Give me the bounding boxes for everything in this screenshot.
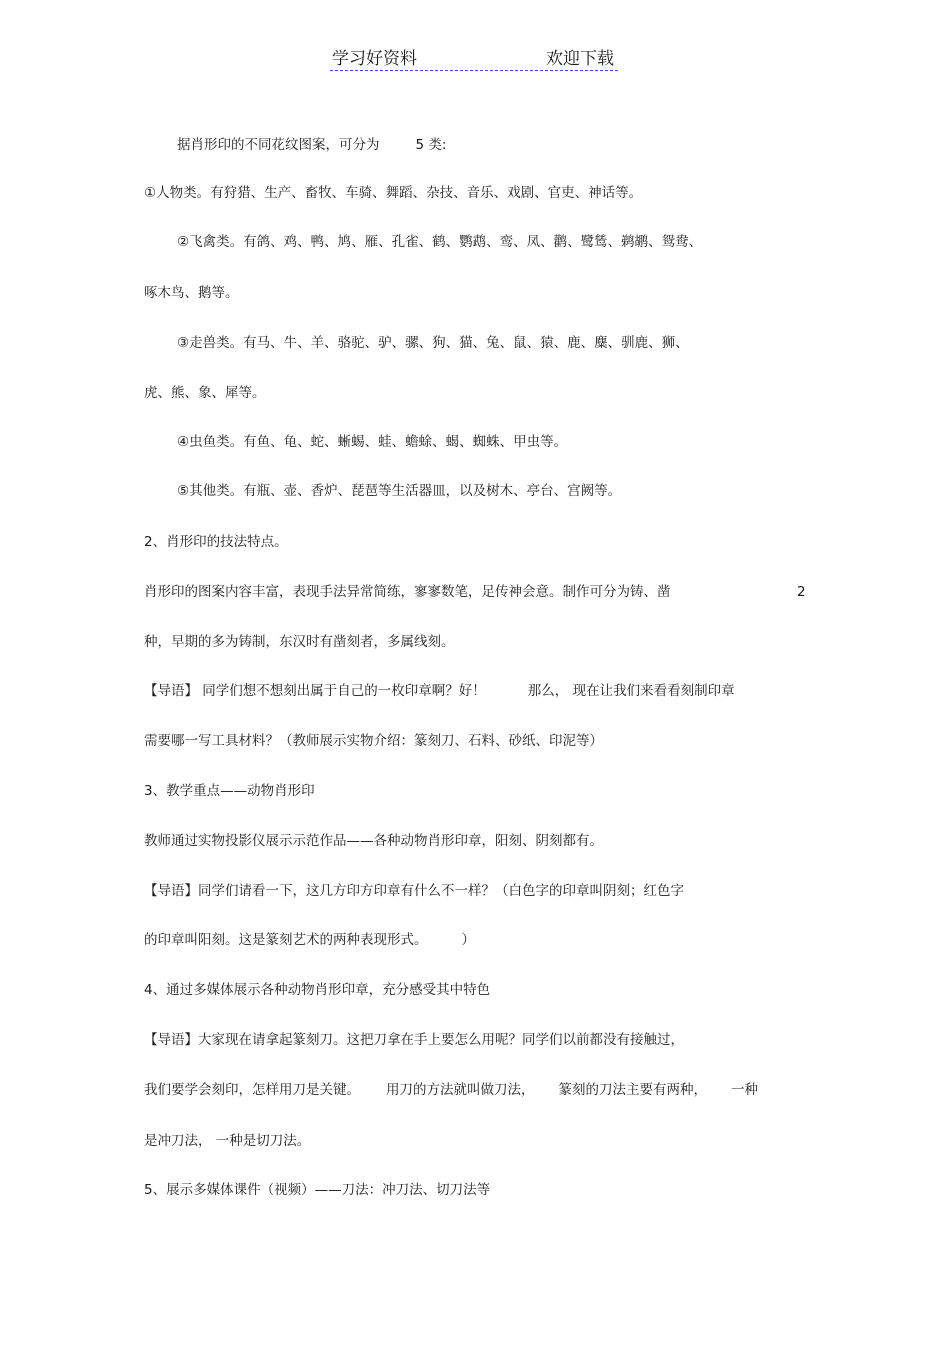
paragraph-line: 需要哪一写工具材料？（教师展示实物介绍：篆刻刀、石料、砂纸、印泥等） bbox=[144, 733, 603, 749]
header-right-text: 欢迎下载 bbox=[546, 49, 614, 69]
paragraph-line: ③走兽类。有马、牛、羊、骆驼、驴、骡、狗、猫、兔、鼠、猿、鹿、麋、驯鹿、狮、 bbox=[177, 335, 689, 351]
paragraph-line: 【导语】 同学们想不想刻出属于自己的一枚印章啊？好！ 那么， 现在让我们来看看刻制印章 bbox=[144, 683, 735, 699]
paragraph-line: 我们要学会刻印，怎样用刀是关键。 用刀的方法就叫做刀法， 篆刻的刀法主要有两种， 一种 bbox=[144, 1082, 758, 1098]
paragraph-line: 啄木鸟、鹅等。 bbox=[144, 285, 239, 301]
section-heading: 2、肖形印的技法特点。 bbox=[144, 534, 288, 550]
section-heading: 5、展示多媒体课件（视频）——刀法：冲刀法、切刀法等 bbox=[144, 1182, 491, 1198]
header-dashed-rule bbox=[330, 70, 618, 71]
paragraph-line: 【导语】大家现在请拿起篆刻刀。这把刀拿在手上要怎么用呢？同学们以前都没有接触过， bbox=[144, 1032, 684, 1048]
page-header bbox=[330, 46, 618, 72]
header-left-text: 学习好资料 bbox=[332, 49, 417, 69]
paragraph-line: 虎、熊、象、犀等。 bbox=[144, 385, 266, 401]
paragraph-line: 种，早期的多为铸制，东汉时有凿刻者，多属线刻。 bbox=[144, 634, 455, 650]
paragraph-line: ④虫鱼类。有鱼、龟、蛇、蜥蜴、蛙、蟾蜍、蝎、蜘蛛、甲虫等。 bbox=[177, 434, 568, 450]
paragraph-line: ①人物类。有狩猎、生产、畜牧、车骑、舞蹈、杂技、音乐、戏剧、官吏、神话等。 bbox=[144, 185, 643, 201]
section-heading: 3、教学重点——动物肖形印 bbox=[144, 783, 315, 799]
paragraph-line: 据肖形印的不同花纹图案，可分为 5 类: bbox=[177, 137, 447, 153]
section-heading: 4、通过多媒体展示各种动物肖形印章，充分感受其中特色 bbox=[144, 982, 491, 998]
paragraph-line: 教师通过实物投影仪展示示范作品——各种动物肖形印章，阳刻、阴刻都有。 bbox=[144, 833, 603, 849]
paragraph-line: 【导语】同学们请看一下，这几方印方印章有什么不一样？（白色字的印章叫阴刻；红色字 bbox=[144, 883, 684, 899]
paragraph-line: ②飞禽类。有鸽、鸡、鸭、鸠、雁、孔雀、鹤、鹦鹉、鸾、凤、鹳、鹭鸶、鹈鹕、鸳鸯、 bbox=[177, 234, 703, 250]
paragraph-line-tail: 2 bbox=[797, 584, 806, 600]
paragraph-line: 的印章叫阳刻。这是篆刻艺术的两种表现形式。 ） bbox=[144, 932, 475, 948]
paragraph-line: ⑤其他类。有瓶、壶、香炉、琵琶等生活器皿，以及树木、亭台、宫阙等。 bbox=[177, 483, 622, 499]
paragraph-line: 是冲刀法， 一种是切刀法。 bbox=[144, 1133, 311, 1149]
paragraph-line: 肖形印的图案内容丰富，表现手法异常简练，寥寥数笔，足传神会意。制作可分为铸、凿 bbox=[144, 584, 671, 600]
